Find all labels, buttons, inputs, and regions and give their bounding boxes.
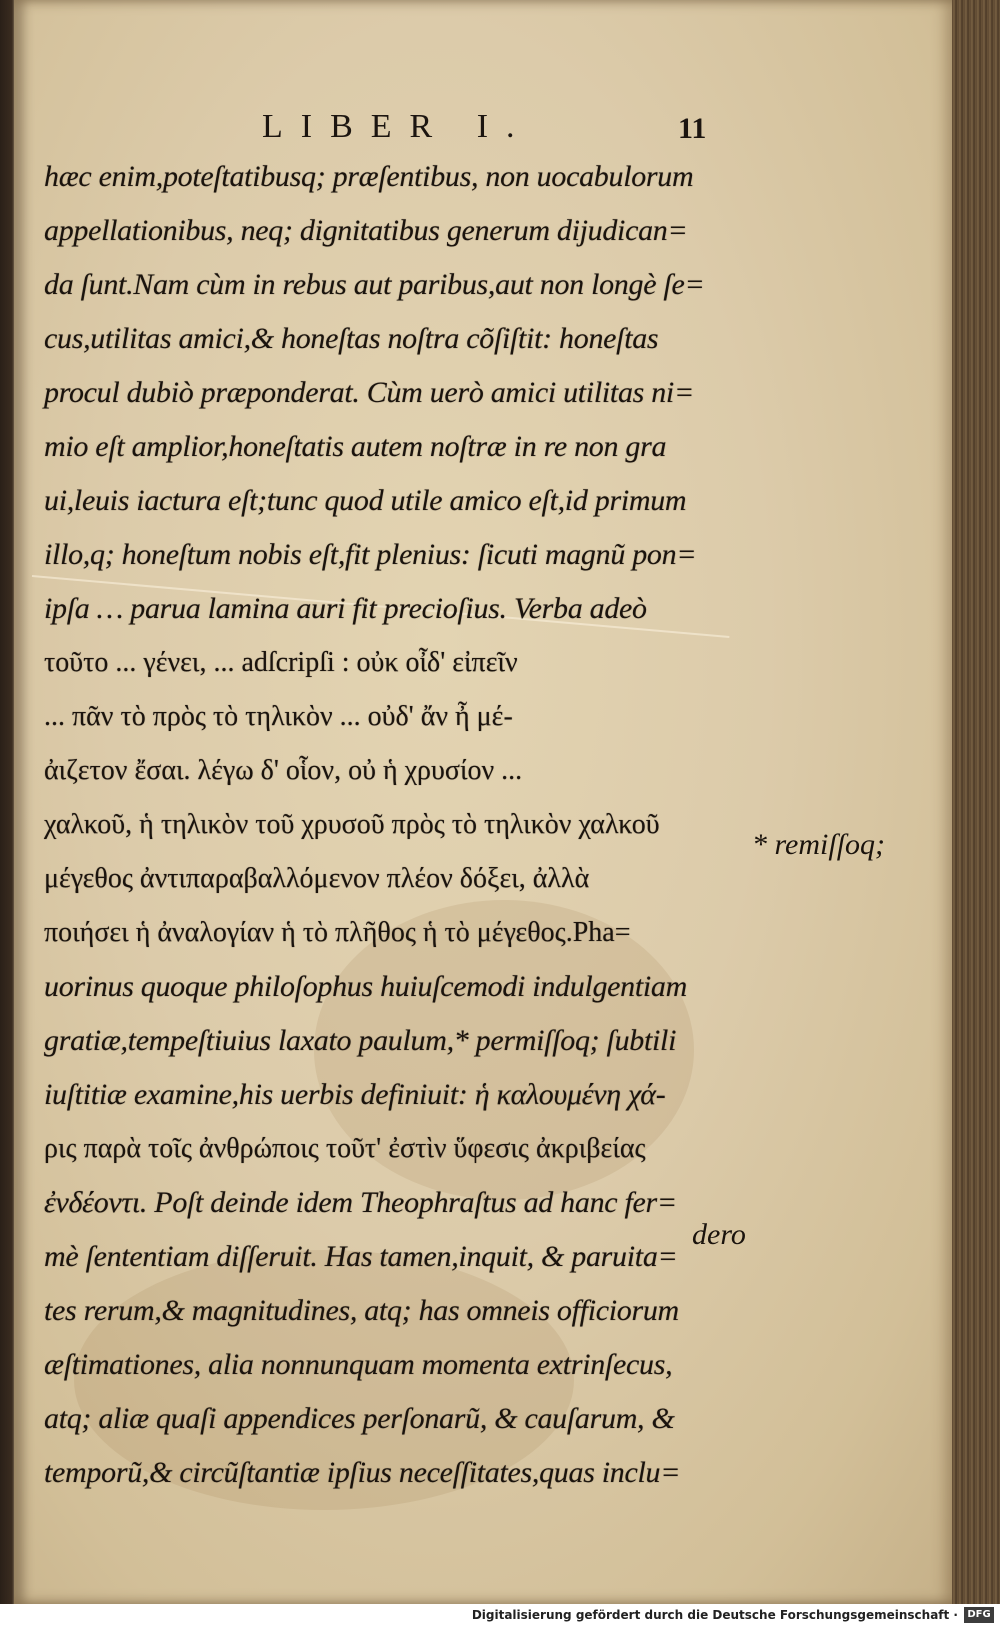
book-edge <box>952 0 1000 1604</box>
catchword: dero <box>692 1218 746 1251</box>
text-line: ἐνδέοντι. Poſt deinde idem Theophraſtus ad hanc fer= <box>44 1186 677 1219</box>
book-page <box>14 0 957 1604</box>
greek-text-line: ποιήσει ἡ ἀναλογίαν ἡ τὸ πλῆθος ἡ τὸ μέγεθος.Pha= <box>44 917 631 948</box>
body-text <box>44 150 754 1500</box>
text-line: appellationibus, neq; dignitatibus generum dijudican= <box>44 214 688 247</box>
page-number: 11 <box>678 112 707 145</box>
greek-text-line: ἀιζετον ἔσαι. λέγω δ' οἷον, οὐ ἡ χρυσίον ... <box>44 755 523 786</box>
text-line: cus,utilitas amici,& honeſtas noſtra cõſiſtit: honeſtas <box>44 322 659 355</box>
greek-text-line: ρις παρὰ τοῖς ἀνθρώποις τοῦτ' ἐστὶν ὕφεσις ἀκριβείας <box>44 1133 646 1164</box>
text-line: atq; aliæ quaſi appendices perſonarũ, & cauſarum, & <box>44 1402 675 1435</box>
text-line: temporũ,& circũſtantiæ ipſius neceſſitates,quas inclu= <box>44 1456 681 1489</box>
text-line: uorinus quoque philoſophus huiuſcemodi indulgentiam <box>44 970 688 1003</box>
text-line: procul dubiò præponderat. Cùm uerò amici utilitas ni= <box>44 376 694 409</box>
text-line: mè ſententiam diſſeruit. Has tamen,inquit, & paruita= <box>44 1240 678 1273</box>
text-line: ipſa … parua lamina auri fit precioſius. Verba adeò <box>44 592 647 625</box>
greek-text-line: χαλκοῦ, ἡ τηλικὸν τοῦ χρυσοῦ πρὸς τὸ τηλικὸν χαλκοῦ <box>44 809 660 840</box>
text-line: gratiæ,tempeſtiuius laxato paulum,* permiſſoq; ſubtili <box>44 1024 677 1057</box>
greek-text-line: τοῦτο ... γένει, ... adſcripſi : οὐκ οἶδ' εἰπεῖν <box>44 647 518 678</box>
text-line: da ſunt.Nam cùm in rebus aut paribus,aut non longè ſe= <box>44 268 705 301</box>
text-line: mio eſt amplior,honeſtatis autem noſtræ in re non gra <box>44 430 667 463</box>
marginal-note: * remiſſoq; <box>752 828 886 861</box>
running-head: LIBER I. <box>262 108 533 145</box>
dfg-logo: DFG <box>964 1607 994 1623</box>
text-line: ui,leuis iactura eſt;tunc quod utile amico eſt,id primum <box>44 484 687 517</box>
footer-bar <box>0 1604 1000 1627</box>
greek-text-line: μέγεθος ἀντιπαραβαλλόμενον πλέον δόξει, ἀλλὰ <box>44 863 590 894</box>
greek-text-line: ... πᾶν τὸ πρὸς τὸ τηλικὸν ... οὐδ' ἄν ἦ μέ- <box>44 701 513 732</box>
funding-credit: Digitalisierung gefördert durch die Deutsche Forschungsgemeinschaft · <box>471 1608 958 1622</box>
text-line: iuſtitiæ examine,his uerbis definiuit: ἡ καλουμένη χά- <box>44 1078 666 1111</box>
text-line: tes rerum,& magnitudines, atq; has omneis officiorum <box>44 1294 679 1327</box>
text-line: hæc enim,poteſtatibusq; præſentibus, non uocabulorum <box>44 160 694 193</box>
text-line: illo,q; honeſtum nobis eſt,fit plenius: ſicuti magnũ pon= <box>44 538 697 571</box>
text-line: æſtimationes, alia nonnunquam momenta extrinſecus, <box>44 1348 673 1381</box>
